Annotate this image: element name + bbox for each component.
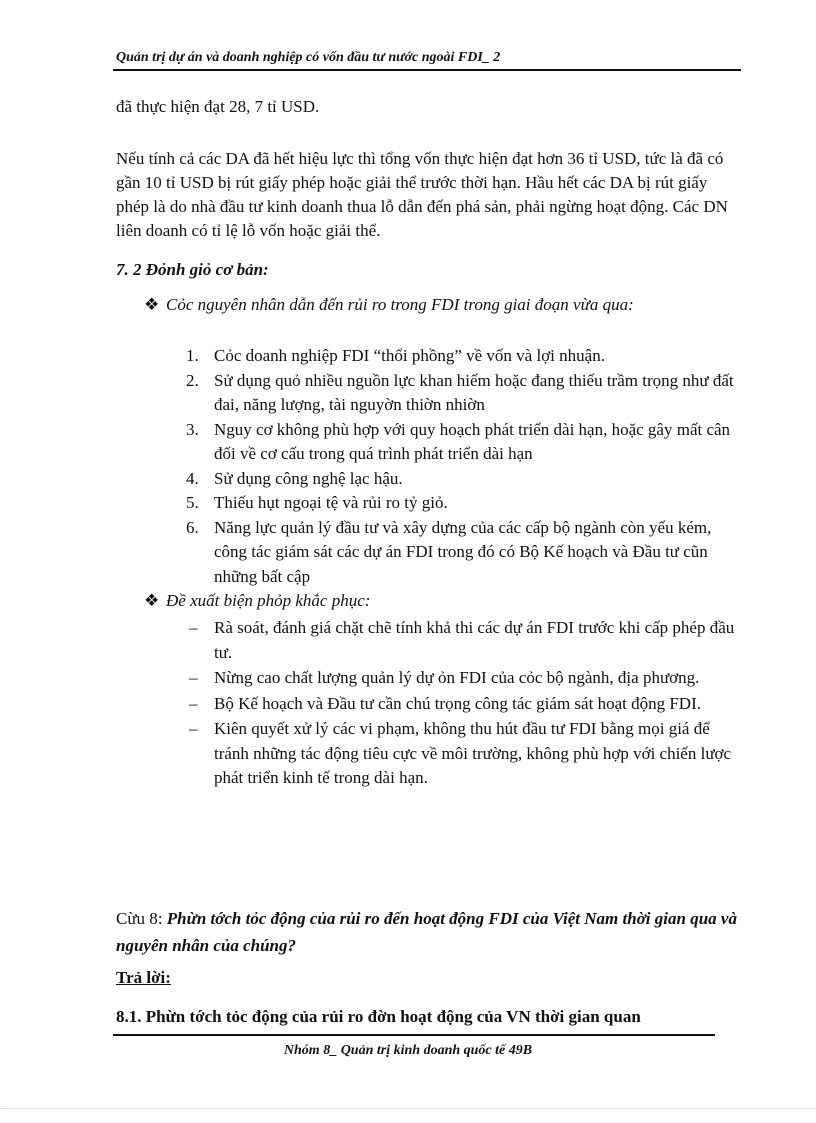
list-item-text: Bộ Kế hoạch và Đầu tư cần chú trọng công tác giám sát hoạt động FDI. — [214, 693, 701, 713]
list-item — [186, 467, 746, 492]
list-item-text: Nguy cơ không phù hợp với quy hoạch phát triển dài hạn, hoặc gây mất cân đối về cơ cấu trong quá trình phát triển dài hạn — [214, 419, 731, 463]
list-item — [186, 516, 746, 590]
solutions-list — [186, 616, 746, 792]
bullet-causes-text: Cỏc nguyên nhân dẫn đến rủi ro trong FDI trong giai đoạn vừa qua: — [166, 295, 634, 314]
list-item-text: Cỏc doanh nghiệp FDI “thổi phồng” về vốn và lợi nhuận. — [214, 346, 605, 365]
dash-bullet-icon: – — [189, 693, 198, 713]
list-item — [186, 717, 746, 791]
question-text: Phừn tớch tỏc động của rủi ro đến hoạt động FDI của Việt Nam thời gian qua và nguyên nhân của chúng? — [116, 909, 737, 955]
dash-bullet-icon: – — [189, 719, 198, 738]
page-footer: Nhóm 8_ Quản trị kinh doanh quốc tế 49B — [283, 1043, 533, 1058]
answer-label: Trả lời: — [116, 968, 171, 987]
list-item — [186, 418, 746, 467]
list-item — [186, 369, 746, 418]
list-item — [186, 344, 746, 369]
diamond-bullet-icon: ❖ — [144, 295, 160, 314]
page-header-title: Quản trị dự án và doanh nghiệp có vốn đầu tư nước ngoài FDI_ 2 — [116, 50, 501, 65]
bullet-solutions-text: Đề xuất biện phỏp khắc phục: — [166, 591, 371, 610]
section-heading-7-2: 7. 2 Đỏnh giỏ cơ bản: — [116, 260, 269, 279]
list-number: 4. — [186, 468, 199, 488]
bullet-causes — [144, 295, 634, 315]
list-item-text: Năng lực quản lý đầu tư và xây dựng của các cấp bộ ngành còn yếu kém, công tác giám sát các dự án FDI trong đó có Bộ Kế hoạch và Đầu tư cũn những bất cập — [214, 517, 712, 586]
paragraph-1: đã thực hiện đạt 28, 7 tỉ USD. — [116, 97, 320, 116]
paragraph-2: Nếu tính cả các DA đã hết hiệu lực thì tổng vốn thực hiện đạt hơn 36 tỉ USD, tức là đã có gần 10 tỉ USD bị rút giấy phép hoặc giải thể trước thời hạn. Hầu hết các DA bị rút giấy phép là do nhà đầu tư kinh doanh thua lỗ dẫn đến phá sản, phải ngừng hoạt động. Các DN liên doanh có tỉ lệ lỗ vốn hoặc giải thể. — [116, 149, 728, 240]
header-divider — [113, 69, 741, 71]
dash-bullet-icon: – — [189, 668, 198, 687]
question-prefix: Cừu 8 — [116, 909, 158, 928]
diamond-bullet-icon: ❖ — [144, 591, 160, 610]
list-item — [186, 666, 746, 691]
sub-heading-8-1: 8.1. Phừn tớch tỏc động của rủi ro đờn hoạt động của VN thời gian quan — [116, 1007, 641, 1026]
list-number: 3. — [186, 419, 199, 439]
footer-divider — [113, 1034, 715, 1036]
page-boundary — [0, 1108, 816, 1109]
causes-list — [186, 344, 746, 589]
dash-bullet-icon: – — [189, 618, 198, 637]
question-8 — [116, 905, 746, 959]
list-item-text: Thiếu hụt ngoại tệ và rủi ro tỷ giỏ. — [214, 493, 448, 512]
list-item — [186, 692, 746, 717]
list-number: 6. — [186, 517, 199, 537]
list-number: 1. — [186, 346, 199, 365]
list-item-text: Rà soát, đánh giá chặt chẽ tính khả thi các dự án FDI trước khi cấp phép đầu tư. — [214, 618, 735, 662]
list-item — [186, 616, 746, 665]
list-item — [186, 491, 746, 516]
list-item-text: Sử dụng quỏ nhiều nguồn lực khan hiếm hoặc đang thiếu trầm trọng như đất đai, năng lượng, tài nguyờn thiờn nhiờn — [214, 370, 734, 414]
bullet-solutions — [144, 591, 370, 611]
list-item-text: Sử dụng công nghệ lạc hậu. — [214, 468, 403, 488]
list-number: 2. — [186, 370, 199, 390]
list-item-text: Kiên quyết xử lý các vi phạm, không thu hút đầu tư FDI bằng mọi giá để tránh những tác động tiêu cực về môi trường, không phù hợp với chiến lược phát triển kinh tế trong dài hạn. — [214, 719, 732, 787]
list-item-text: Nừng cao chất lượng quản lý dự ỏn FDI của cỏc bộ ngành, địa phương. — [214, 668, 700, 687]
list-number: 5. — [186, 493, 199, 512]
question-colon: : — [157, 909, 163, 928]
